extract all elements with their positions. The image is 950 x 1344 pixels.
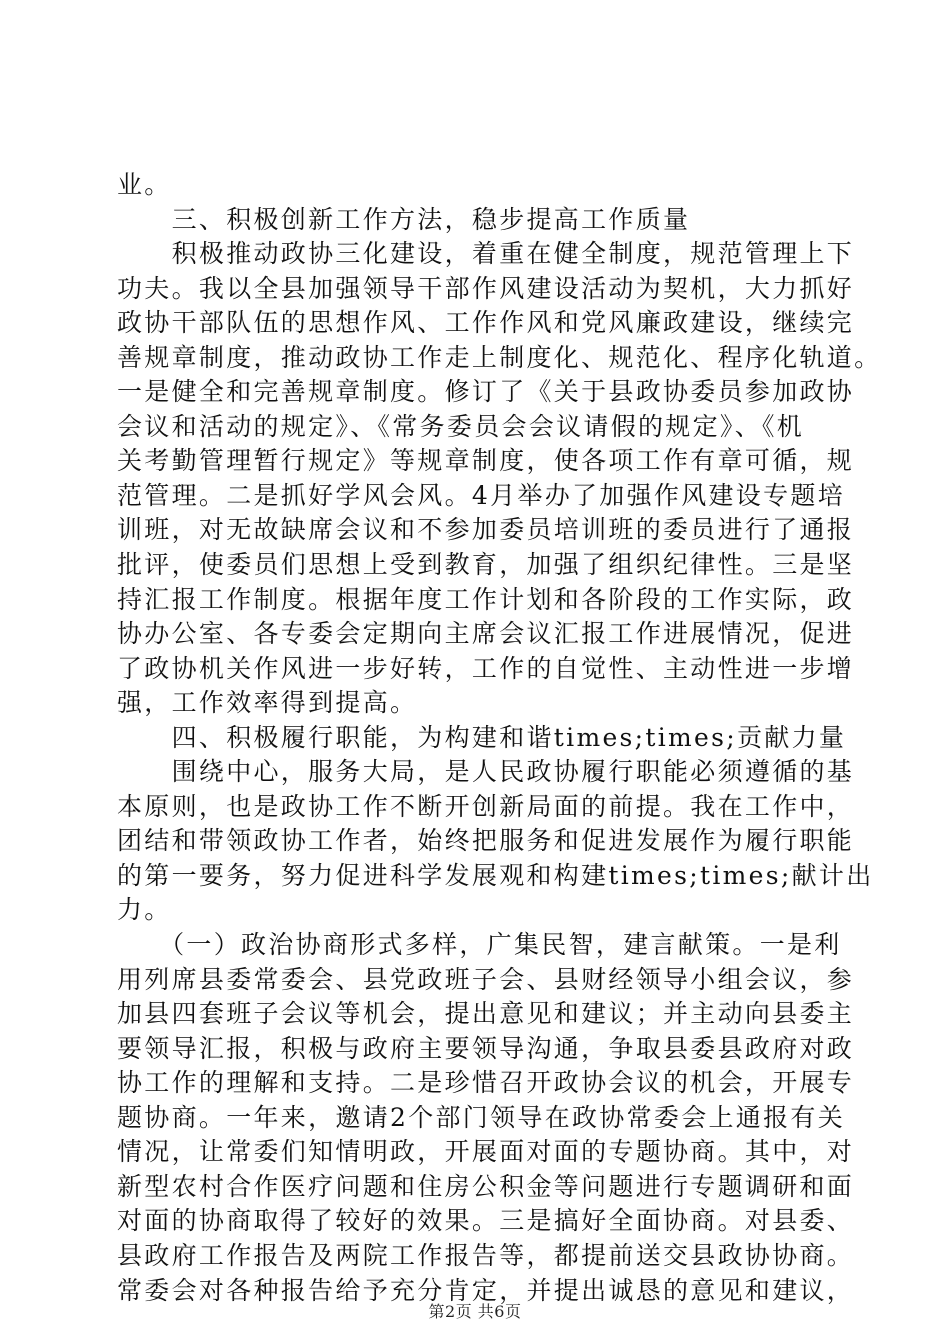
text-line: 功夫。我以全县加强领导干部作风建设活动为契机，大力抓好 xyxy=(117,273,855,303)
text-line: 协工作的理解和支持。二是珍惜召开政协会议的机会，开展专 xyxy=(117,1068,855,1098)
text-line: 政协干部队伍的思想作风、工作作风和党风廉政建设，继续完 xyxy=(117,308,855,338)
text-line: 新型农村合作医疗问题和住房公积金等问题进行专题调研和面 xyxy=(117,1171,855,1201)
text-line: 积极推动政协三化建设，着重在健全制度，规范管理上下 xyxy=(117,239,855,269)
page-number-label: 第2页 共6页 xyxy=(428,1302,522,1321)
text-line: 团结和带领政协工作者，始终把服务和促进发展作为履行职能 xyxy=(117,826,855,856)
text-line: 持汇报工作制度。根据年度工作计划和各阶段的工作实际，政 xyxy=(117,584,855,614)
text-line: 善规章制度，推动政协工作走上制度化、规范化、程序化轨道。 xyxy=(117,342,882,372)
text-line: 一是健全和完善规章制度。修订了《关于县政协委员参加政协 xyxy=(117,377,855,407)
text-line: 常委会对各种报告给予充分肯定，并提出诚恳的意见和建议， xyxy=(117,1275,855,1305)
text-line: 范管理。二是抓好学风会风。4月举办了加强作风建设专题培 xyxy=(117,480,846,510)
text-line: 的第一要务，努力促进科学发展观和构建times;times;献计出 xyxy=(117,860,874,890)
text-line: 会议和活动的规定》、《常务委员会会议请假的规定》、《机 xyxy=(117,411,805,441)
text-line: 了政协机关作风进一步好转，工作的自觉性、主动性进一步增 xyxy=(117,653,855,683)
text-line: 用列席县委常委会、县党政班子会、县财经领导小组会议，参 xyxy=(117,964,855,994)
text-line: 批评，使委员们思想上受到教育，加强了组织纪律性。三是坚 xyxy=(117,550,855,580)
text-line: 加县四套班子会议等机会，提出意见和建议；并主动向县委主 xyxy=(117,999,855,1029)
text-line: 关考勤管理暂行规定》等规章制度，使各项工作有章可循，规 xyxy=(117,446,855,476)
body-text xyxy=(117,168,882,1308)
text-line: 强，工作效率得到提高。 xyxy=(117,688,418,718)
text-line: 题协商。一年来，邀请2个部门领导在政协常委会上通报有关 xyxy=(117,1102,846,1132)
text-line: 本原则，也是政协工作不断开创新局面的前提。我在工作中， xyxy=(117,791,855,821)
text-line: 县政府工作报告及两院工作报告等，都提前送交县政协协商。 xyxy=(117,1240,855,1270)
text-line: （一）政治协商形式多样，广集民智，建言献策。一是利 xyxy=(117,930,842,960)
section-heading: 四、积极履行职能，为构建和谐times;times;贡献力量 xyxy=(117,722,847,752)
text-line: 协办公室、各专委会定期向主席会议汇报工作进展情况，促进 xyxy=(117,619,855,649)
section-heading: 三、积极创新工作方法，稳步提高工作质量 xyxy=(117,204,691,234)
text-line: 要领导汇报，积极与政府主要领导沟通，争取县委县政府对政 xyxy=(117,1033,855,1063)
text-line: 力。 xyxy=(117,895,172,925)
text-line: 训班，对无故缺席会议和不参加委员培训班的委员进行了通报 xyxy=(117,515,855,545)
text-line: 业。 xyxy=(117,170,172,199)
text-line: 围绕中心，服务大局，是人民政协履行职能必须遵循的基 xyxy=(117,757,855,787)
page-footer xyxy=(0,1302,950,1322)
text-line: 情况，让常委们知情明政，开展面对面的专题协商。其中，对 xyxy=(117,1137,855,1167)
text-line: 对面的协商取得了较好的效果。三是搞好全面协商。对县委、 xyxy=(117,1206,855,1236)
